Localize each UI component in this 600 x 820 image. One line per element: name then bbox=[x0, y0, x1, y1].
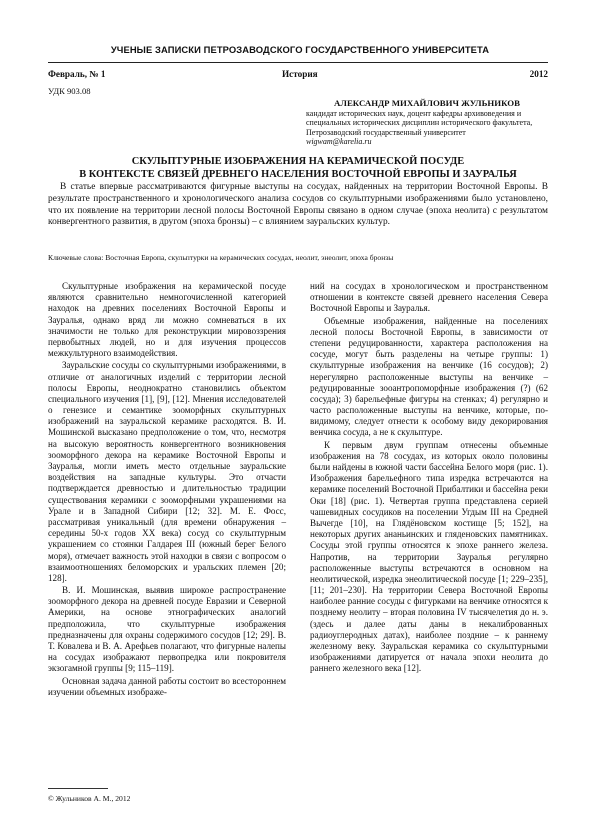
abstract: В статье впервые рассматриваются фигурные выступы на сосудах, найденных на территории Восточной Европы. В результате пространственного и хронологического анализа сосудов со скульптурными изображениями было установлено, что их появление на территории лесной полосы Восточной Европы связано в одном случае (эпоха неолита) с результатом конвергентного развития, в другом (эпоха бронзы) – с влиянием зауральских культур. bbox=[48, 182, 548, 228]
paragraph: Зауральские сосуды со скульптурными изображениями, в отличие от аналогичных изделий с территории лесной полосы Европы, неоднократно становились объектом специального изучения [1], [9], [12]. Мнения исследователей о генезисе и семантике зооморфных скульптурных изображений на зауральской керамике расходятся. В. И. Мошинской высказано предположение о том, что, несмотря на высокую вероятность конвергентного возникновения зооморфного декора на керамике Восточной Европы и Зауралья, могли иметь место отдельные зауральские воздействия на западные культуры. Это отчасти подтверждается древностью и длительностью традиции существования керамики с зооморфными украшениями на Урале и в Западной Сибири [12; 32]. М. Е. Фосс, рассматривая уникальный (для времени обнаружения – середины 50-х годов XX века) сосуд со скульптурным украшением со стоянки Галдарея III (южный берег Белого моря), отмечает важность этой находки в связи с вопросом о взаимоотношениях беломорских и уральских племен [20; 128]. bbox=[48, 360, 286, 583]
issue-year: 2012 bbox=[529, 69, 548, 79]
paragraph: В. И. Мошинская, выявив широкое распространение зооморфного декора на древней посуде Евразии и Северной Америки, на основе этнографических аналогий предположила, что скульптурные изображения предназначены для охраны содержимого сосудов [12; 29]. В. Т. Ковалева и В. А. Арефьев полагают, что фигурные налепы на сосудах изображают первопредка или покровителя экзогамной группы [9; 115–119]. bbox=[48, 585, 286, 674]
paragraph: К первым двум группам отнесены объемные изображения на 78 сосудах, из которых около половины были найдены в южной части бассейна Белого моря (рис. 1). Изображения барельефного типа изредка встречаются на керамике поселений Восточной Прибалтики и бассейна реки Оки [18] (рис. 1). Четвертая группа представлена серией чашевидных сосудиков на поселении Угдым III на Средней Вычегде [10], на Глядёновском костище [5; 152], на некоторых других ананьинских и гляденовских памятниках. Сосуды этой группы относятся к эпохе раннего железа. Напротив, на территории Зауралья регулярно расположенные выступы встречаются в основном на неолитической, изредка энеолитической посуде [1; 229–235], [11; 201–230]. На территории Севера Восточной Европы наиболее ранние сосуды с фигурками на венчике относятся к позднему неолиту – вторая половина IV тысячелетия до н. э. (здесь и далее даты даны в некалиброванных радиоуглеродных датах), наиболее поздние – к раннему железному веку. Зауральская керамика со скульптурными изображениями датируется от начала эпохи неолита до раннего железного века [12]. bbox=[310, 439, 548, 674]
article-title bbox=[48, 155, 548, 181]
body-column-left bbox=[48, 281, 286, 699]
author-email[interactable]: wigwam@karelia.ru bbox=[306, 136, 372, 146]
keywords: Ключевые слова: Восточная Европа, скульптурки на керамических сосудах, неолит, энеолит, эпоха бронзы bbox=[48, 253, 394, 262]
footnote-rule bbox=[48, 788, 108, 789]
title-line-2: В КОНТЕКСТЕ СВЯЗЕЙ ДРЕВНЕГО НАСЕЛЕНИЯ ВОСТОЧНОЙ ЕВРОПЫ И ЗАУРАЛЬЯ bbox=[79, 169, 517, 180]
header-rule bbox=[48, 62, 548, 63]
journal-title: УЧЕНЫЕ ЗАПИСКИ ПЕТРОЗАВОДСКОГО ГОСУДАРСТВЕННОГО УНИВЕРСИТЕТА bbox=[110, 44, 490, 55]
paragraph: ний на сосудах в хронологическом и пространственном отношении в контексте связей древнего населения Севера Восточной Европы и Зауралья. bbox=[310, 281, 548, 314]
author-affiliation: кандидат исторических наук, доцент кафедры архивоведения и специальных исторических дисциплин исторического факультета, Петрозаводский государственный университет bbox=[306, 109, 533, 137]
paragraph: Основная задача данной работы состоит во всестороннем изучении объемных изображе- bbox=[48, 675, 286, 697]
title-line-1: СКУЛЬПТУРНЫЕ ИЗОБРАЖЕНИЯ НА КЕРАМИЧЕСКОЙ ПОСУДЕ bbox=[131, 156, 465, 167]
section-name: История bbox=[282, 69, 318, 79]
paragraph: Объемные изображения, найденные на поселениях лесной полосы Восточной Европы, в зависимости от степени редуцированности, характера расположения на сосуде, могут быть разделены на четыре группы: 1) скульптурные изображения на венчике (16 сосудов); 2) нерегулярно расположенные выступы на венчике – редуцированные зооантропоморфные изображения (?) (62 сосуда); 3) барельефные фигуры на стенках; 4) регулярно и часто расположенные выступы на венчике, которые, по-видимому, следует отнести к особому виду декорирования венчика сосуда, а не к скульптуре. bbox=[310, 315, 548, 438]
issue-number: Февраль, № 1 bbox=[48, 69, 106, 79]
author-name: АЛЕКСАНДР МИХАЙЛОВИЧ ЖУЛЬНИКОВ bbox=[334, 98, 520, 108]
copyright-footnote: © Жульников А. М., 2012 bbox=[48, 794, 131, 803]
author-block bbox=[306, 99, 548, 146]
udk-code: УДК 903.08 bbox=[48, 86, 91, 96]
body-column-right bbox=[310, 281, 548, 676]
paragraph: Скульптурные изображения на керамической посуде являются сравнительно немногочисленной категорией находок на древних поселениях Восточной Европы и Зауралья, однако вряд ли можно сомневаться в их значимости не только для реконструкции мировоззрения первобытных людей, но и для изучения процессов межкультурного взаимодействия. bbox=[48, 281, 286, 359]
